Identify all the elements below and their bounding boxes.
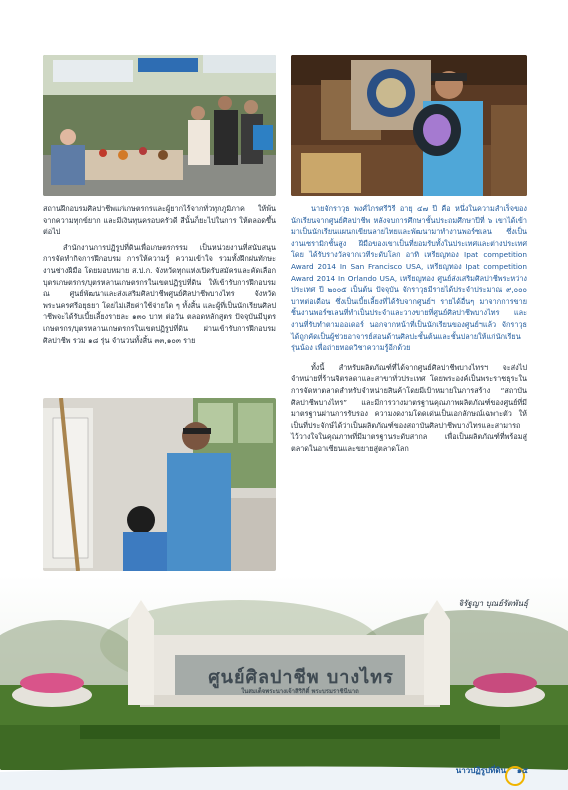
right-text-column: [291, 203, 527, 454]
right-paragraph-2: ทั้งนี้ สำหรับผลิตภัณฑ์ที่ได้จากศูนย์ศิลปาชีพบางไทรฯ จะส่งไปจำหน่ายที่ร้านจิตรลดาและสาขาทั่วประเทศ โดยพระองค์เป็นพระราชธุระในการจัดหาตลาดสำหรับจำหน่ายสินค้าโดยมีเป้าหมายในการสร้าง “สถาบันศิลปาชีพบางไทร” และมีการวางมาตรฐานคุณภาพผลิตภัณฑ์ของศูนย์ที่มีมาตรฐานผ่านการรับรอง ความงดงามโดดเด่นเป็นเอกลักษณ์เฉพาะตัว ให้เป็นที่ประจักษ์ได้ว่าเป็นผลิตภัณฑ์ของสถาบันศิลปาชีพบางไทรและสามารถไว้วางใจในคุณภาพที่มีมาตรฐานระดับสากล เพื่อเป็นผลิตภัณฑ์ที่พร้อมสู่ตลาดในอาเซียนและขยายสู่ตลาดโลก: [291, 362, 527, 453]
left-text-column-top: [43, 203, 276, 346]
article-author: จิรัฐญา บุณย์รัตพันธุ์: [458, 599, 528, 608]
painting-lesson-photo: [43, 398, 276, 571]
porcelain-artisan-photo: [291, 55, 527, 196]
market-stall-photo: [43, 55, 276, 196]
sign-subtitle: ในสมเด็จพระนางเจ้าสิริกิติ์ พระบรมราชินีนาถ: [241, 688, 359, 695]
right-paragraph-1: นายจักราวุธ พงศ์ไกรศรีวิรี อายุ ๔๗ ปี คือ หนึ่งในความสำเร็จของนักเรียนจากศูนย์ศิลปาชีพ หลังจบการศึกษาชั้นประถมศึกษาปีที่ ๖ เขาได้เข้ามาเป็นนักเรียนแผนกเขียนลายไทยและพัฒนามาทำงานพอร์ซเลน ซึ่งเป็นงานเซรามิกชั้นสูง ฝีมือของเขาเป็นที่ยอมรับทั้งในประเทศและต่างประเทศ โดย ได้รับรางวัลจากเวทีระดับโลก อาทิ เหรียญทอง Ipat competition Award 2014 In San Francisco USA, เหรียญทอง Ipat competition Award 2014 In Orlando USA, เหรียญทอง ศูนย์ส่งเสริมศิลปาชีพระหว่างประเทศ ปี ๒๐๐๕ เป็นต้น ปัจจุบัน จักราวุธมีรายได้ประจำประมาณ ๙,๐๐๐ บาทต่อเดือน ซึ่งเป็นเบี้ยเลี้ยงที่ได้รับจากศูนย์ฯ รายได้อื่นๆ มาจากการขายชิ้นงานพอร์ซเลนที่ทำเป็นประจำและวางขายที่ศูนย์ศิลปาชีพบางไทร และงานที่รับทำตามออเดอร์ นอกจากหน้าที่เป็นนักเรียนของศูนย์ฯแล้ว จักราวุธได้ถูกคัดเป็นผู้ช่วยอาจารย์สอนด้านศิลปะชั้นต้นและชั้นปลายให้แก่นักเรียนรุ่นน้อง เพื่อถ่ายทอดวิชาความรู้อีกด้วย: [291, 204, 527, 353]
footer-magazine-title: นาวปฏิรูปที่ดิน: [455, 766, 506, 775]
left-paragraph-1: สถานฝึกอบรมศิลปาชีพแก่เกษตรกรและผู้ยากไร้จากทั่วทุกภูมิภาค ให้พ้นจากความทุกข์ยาก และมีเงินทุนครอบครัวดี สีนั้นก็ยะไปในการ ให้ตลอดขึ้นต่อไป: [43, 204, 276, 237]
sign-title: ศูนย์ศิลปาชีพ บางไทร: [208, 667, 394, 688]
left-paragraph-2: สำนักงานการปฏิรูปที่ดินเพื่อเกษตรกรรม เป็นหน่วยงานที่สนับสนุนการจัดทำกิจการฝึกอบรม การให้ความรู้ ความเข้าใจ รวมทั้งฝึกฝนทักษะงานช่างฝีมือ โดยมอบหมาย ส.ป.ก. จังหวัดทุกแห่งเปิดรับสมัครและคัดเลือกบุตรเกษตรกร/บุตรหลานเกษตรกรในเขตปฏิรูปที่ดิน ให้เข้ารับการฝึกอบรม ณ ศูนย์พัฒนาและส่งเสริมศิลปาชีพศูนย์ศิลปาชีพบางไทร จังหวัดพระนครศรีอยุธยา โดยไม่เสียค่าใช้จ่ายใด ๆ ทั้งสิ้น และผู้ที่เป็นนักเรียนศิลปาชีพจะได้รับเบี้ยเลี้ยงรายละ ๑๓๐ บาท ต่อวัน ตลอดหลักสูตร ปัจจุบันมีบุตรเกษตรกร/บุตรหลานเกษตรกรในเขตปฏิรูปที่ดิน ผ่านเข้ารับการฝึกอบรมศิลปาชีพ รวม ๑๘ รุ่น จำนวนทั้งสิ้น ๓๓,๑๐๓ ราย: [43, 242, 276, 345]
footer-page-number: ๑๕: [516, 766, 528, 775]
